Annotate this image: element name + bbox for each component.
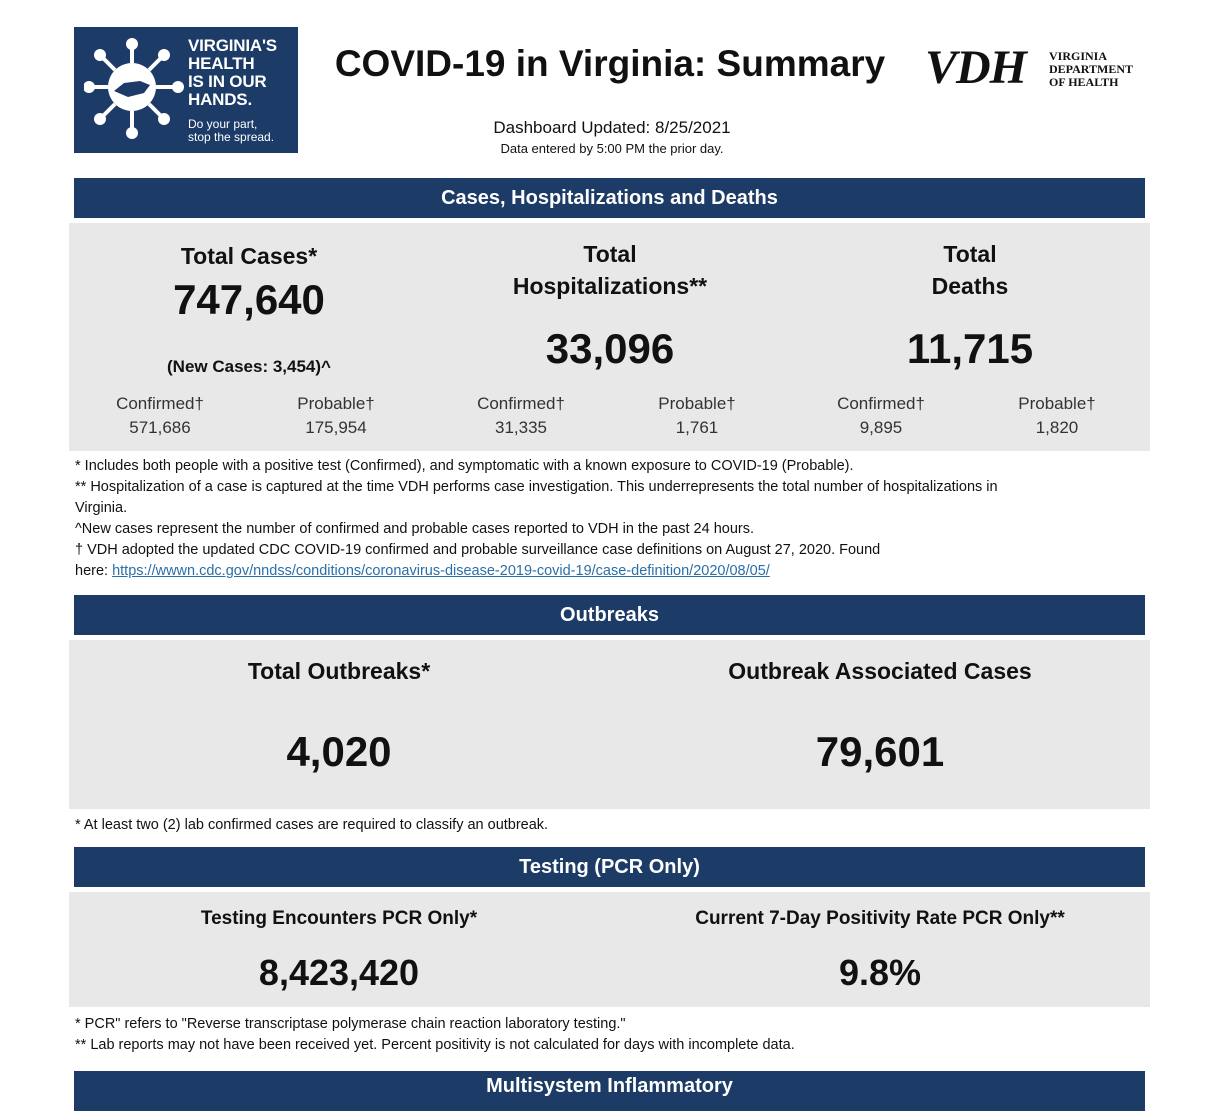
section-header-outbreaks: Outbreaks (74, 595, 1145, 635)
section-header-cases: Cases, Hospitalizations and Deaths (74, 178, 1145, 218)
deaths-confirmed-label: Confirmed† (837, 394, 925, 413)
deaths-label-line1: Total (943, 241, 997, 267)
vdh-logo (925, 41, 1140, 100)
hosp-confirmed-label: Confirmed† (477, 394, 565, 413)
deaths-value: 11,715 (906, 325, 1034, 372)
outbreak-cases-value: 79,601 (815, 728, 945, 775)
hospitalizations-value: 33,096 (545, 325, 675, 372)
cdc-case-definition-link[interactable]: https://wwwn.cdc.gov/nndss/conditions/coronavirus-disease-2019-covid-19/case-definition/2020/08/05/ (112, 563, 770, 579)
page-title: COVID-19 in Virginia: Summary (334, 43, 886, 84)
deaths-confirmed-value: 9,895 (859, 418, 903, 437)
footnote-case-definitions: † VDH adopted the updated CDC COVID-19 confirmed and probable surveillance case definitions on August 27, 2020. Found (75, 542, 881, 558)
hosp-confirmed-value: 31,335 (495, 418, 547, 437)
virus-icon (84, 37, 184, 143)
testing-footnotes (75, 1014, 1135, 1056)
testing-encounters-label: Testing Encounters PCR Only* (200, 908, 478, 929)
footnote-hospitalizations: ** Hospitalization of a case is captured at the time VDH performs case investigation. This underrepresents the total number of hospitalizations in (75, 479, 998, 495)
new-cases: (New Cases: 3,454)^ (167, 357, 331, 376)
positivity-rate-value: 9.8% (838, 952, 922, 993)
outbreak-cases-label: Outbreak Associated Cases (728, 658, 1032, 684)
cases-probable-value: 175,954 (305, 418, 367, 437)
total-outbreaks-label: Total Outbreaks* (247, 658, 431, 684)
footnote-lab-reports: ** Lab reports may not have been received yet. Percent positivity is not calculated for days with incomplete data. (75, 1037, 795, 1053)
footnote-hospitalizations-cont: Virginia. (75, 500, 128, 516)
section-header-mis: Multisystem Inflammatory (74, 1071, 1145, 1111)
virginia-health-logo (74, 27, 298, 153)
footnote-new-cases: ^New cases represent the number of confirmed and probable cases reported to VDH in the past 24 hours. (75, 521, 755, 537)
deaths-label-line2: Deaths (931, 273, 1009, 299)
total-cases-label: Total Cases* (180, 243, 318, 269)
vdh-letters: VDH (925, 41, 1027, 94)
positivity-rate-label: Current 7-Day Positivity Rate PCR Only** (695, 908, 1065, 929)
logo-subline: Do your part, stop the spread. (188, 117, 275, 144)
total-outbreaks-value: 4,020 (286, 728, 392, 775)
cases-confirmed-label: Confirmed† (116, 394, 204, 413)
dashboard-updated: Dashboard Updated: 8/25/2021 (493, 118, 731, 137)
total-cases-value: 747,640 (173, 276, 325, 323)
hosp-probable-value: 1,761 (675, 418, 719, 437)
footnote-total-cases: * Includes both people with a positive test (Confirmed), and symptomatic with a known exposure to COVID-19 (Probable). (75, 458, 854, 474)
section-header-testing: Testing (PCR Only) (74, 847, 1145, 887)
outbreak-footnote: * At least two (2) lab confirmed cases are required to classify an outbreak. (75, 817, 549, 833)
hospitalizations-label-line2: Hospitalizations** (512, 273, 708, 299)
testing-encounters-value: 8,423,420 (258, 952, 420, 993)
footnote-pcr: * PCR" refers to "Reverse transcriptase polymerase chain reaction laboratory testing." (75, 1016, 626, 1032)
data-entry-note: Data entered by 5:00 PM the prior day. (500, 141, 724, 156)
logo-headline: VIRGINIA'S HEALTH IS IN OUR HANDS. (188, 36, 277, 109)
hospitalizations-label-line1: Total (583, 241, 637, 267)
deaths-probable-label: Probable† (1018, 394, 1096, 413)
deaths-probable-value: 1,820 (1035, 418, 1079, 437)
footnote-link-line: here: https://wwwn.cdc.gov/nndss/conditions/coronavirus-disease-2019-covid-19/case-definition/2020/08/05/ (75, 563, 770, 579)
hosp-probable-label: Probable† (658, 394, 736, 413)
cases-probable-label: Probable† (297, 394, 375, 413)
cases-footnotes (75, 456, 1135, 582)
vdh-name: VIRGINIA DEPARTMENT OF HEALTH (1049, 49, 1134, 89)
cases-confirmed-value: 571,686 (129, 418, 191, 437)
